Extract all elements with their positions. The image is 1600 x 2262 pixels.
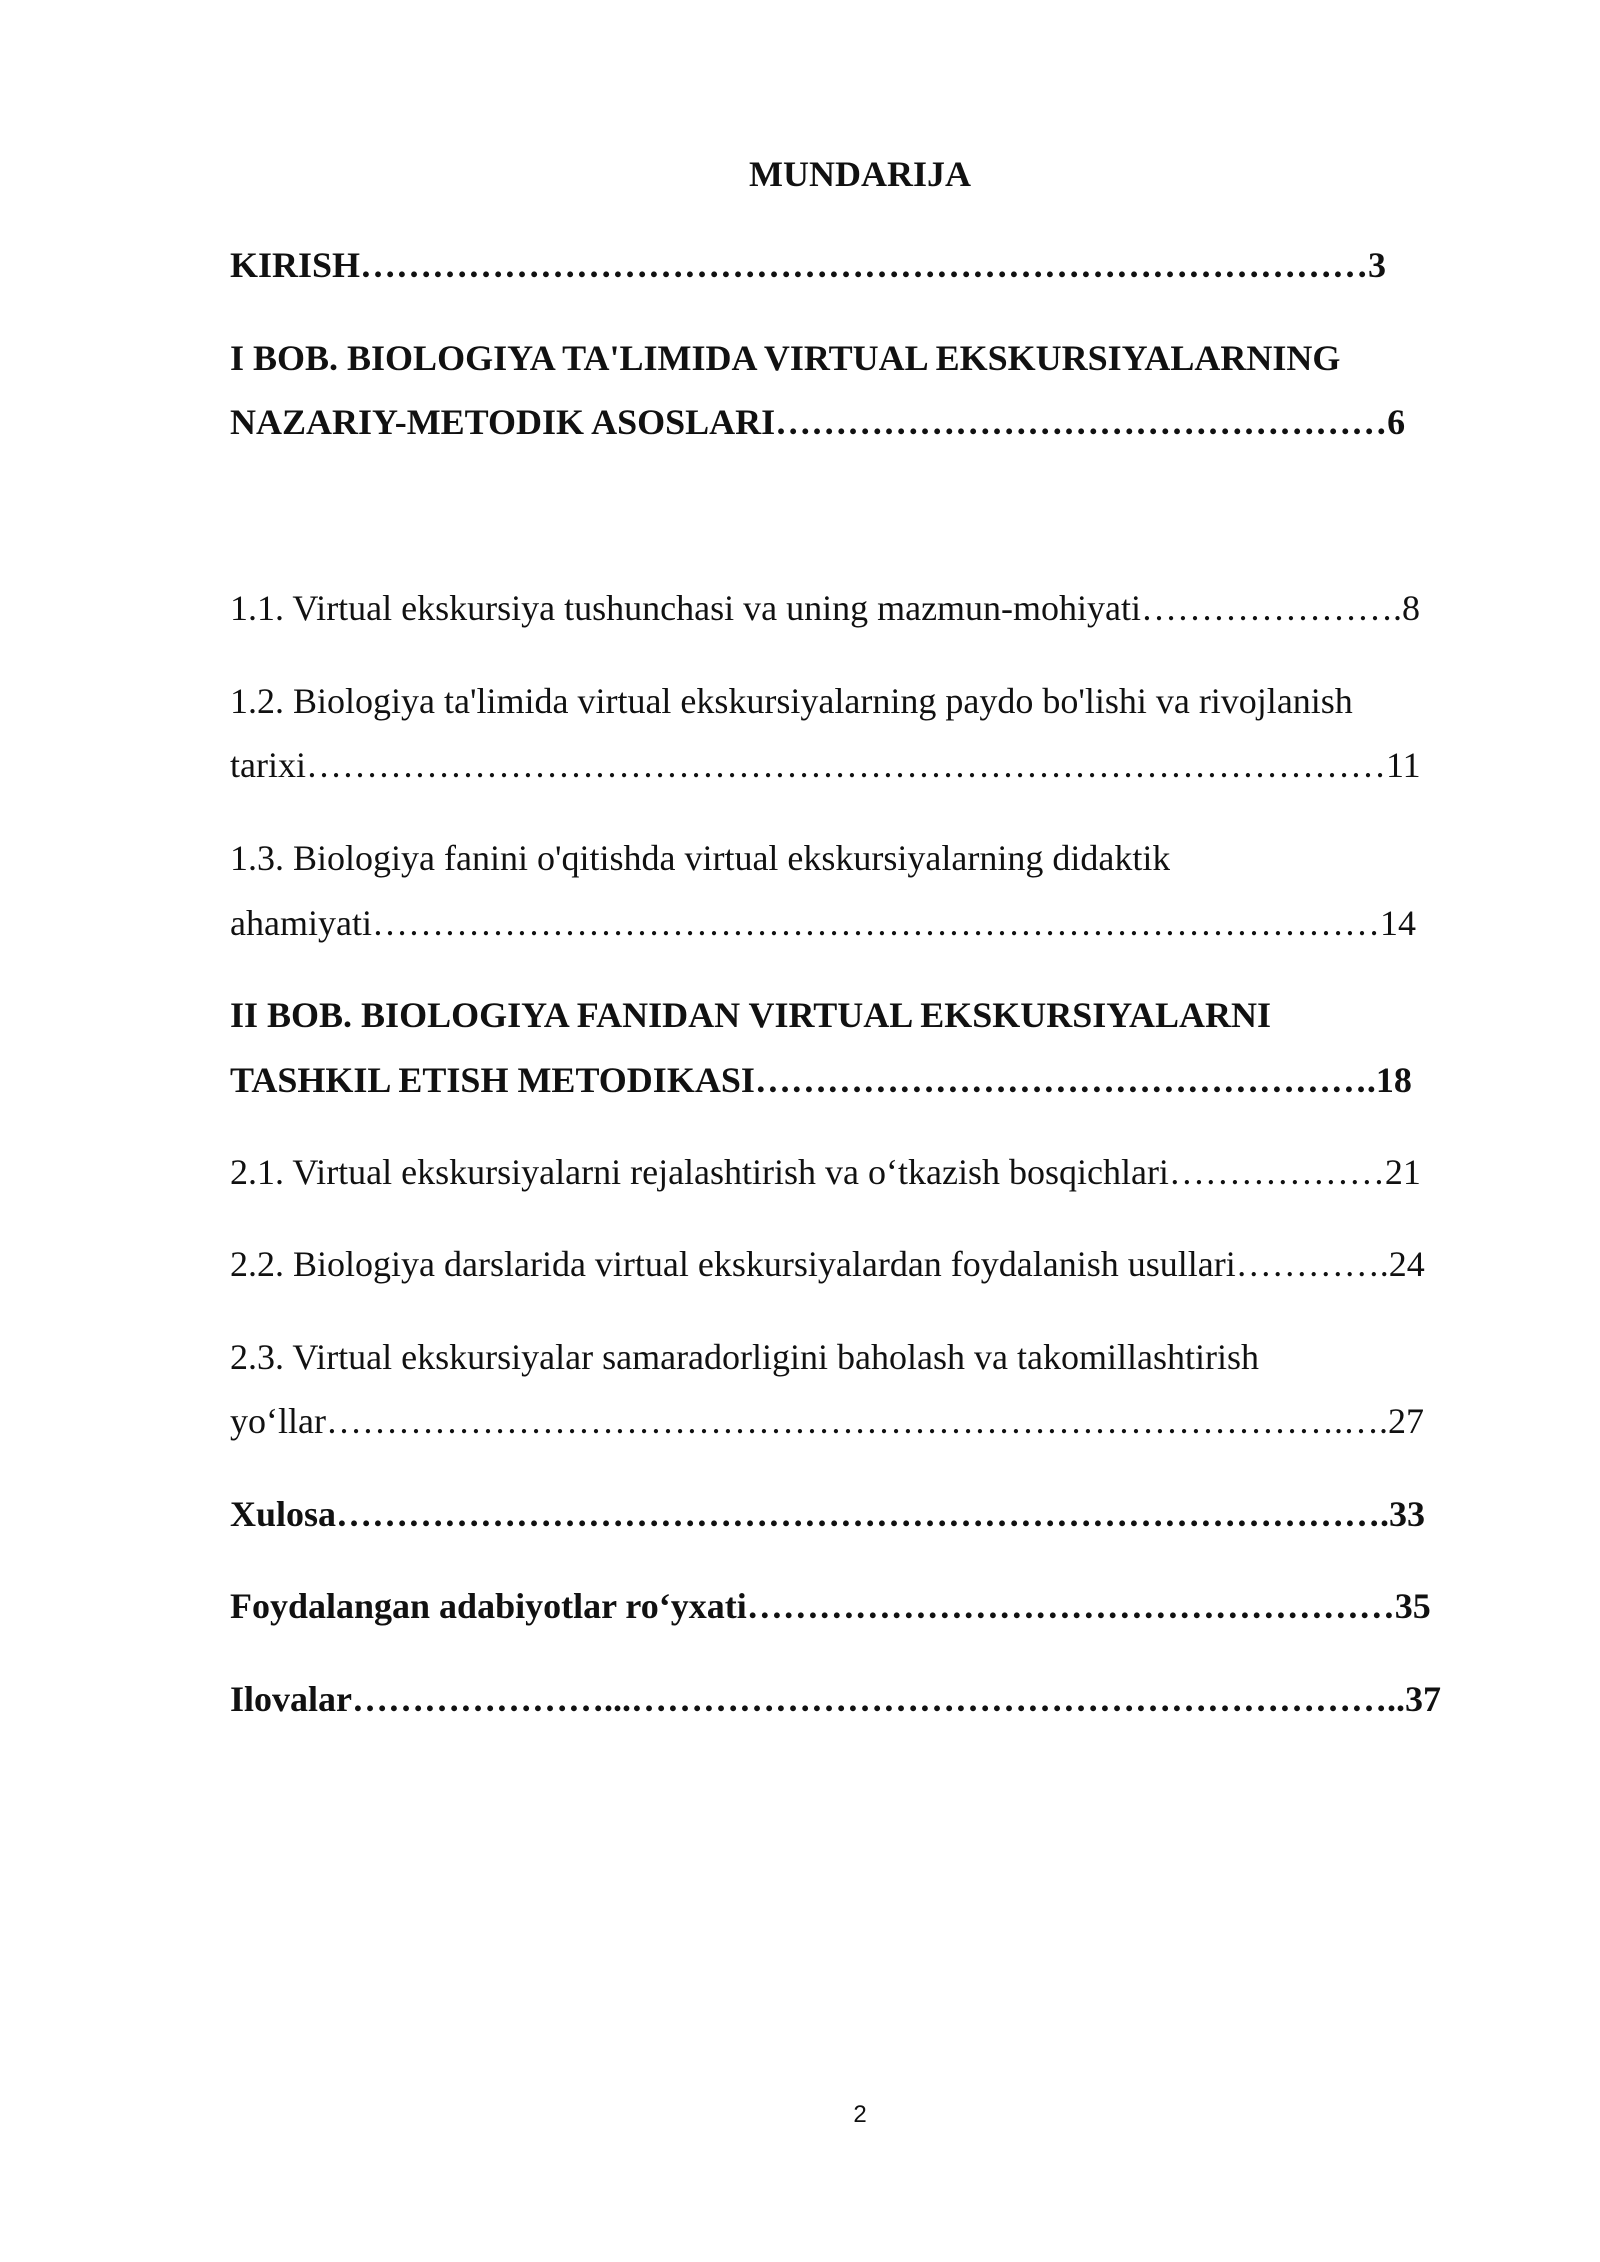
toc-chapter-1-line-2: NAZARIY-METODIK ASOSLARI……………………………………………6 — [230, 402, 1406, 442]
toc-section-1-3-line-1: 1.3. Biologiya fanini o'qitishda virtual ekskursiyalarning didaktik — [230, 838, 1171, 878]
toc-entry-xulosa: Xulosa…………………………………………………………………………….33 — [230, 1494, 1426, 1534]
page-number: 2 — [853, 2101, 867, 2128]
toc-entry-adabiyotlar: Foydalangan adabiyotlar ro‘yxati………………………………………………35 — [230, 1586, 1431, 1626]
toc-section-2-2: 2.2. Biologiya darslarida virtual ekskursiyalardan foydalanish usullari………….24 — [230, 1244, 1425, 1284]
toc-section-2-3-line-1: 2.3. Virtual ekskursiyalar samaradorligini baholash va takomillashtirish — [230, 1337, 1259, 1377]
toc-entry-ilovalar: Ilovalar…………………...………………………………………………………..37 — [230, 1679, 1441, 1719]
toc-section-1-2-line-1: 1.2. Biologiya ta'limida virtual ekskursiyalarning paydo bo'lishi va rivojlanish — [230, 681, 1353, 721]
toc-section-2-1: 2.1. Virtual ekskursiyalarni rejalashtirish va o‘tkazish bosqichlari………………21 — [230, 1152, 1421, 1192]
toc-chapter-2-line-2: TASHKIL ETISH METODIKASI…………………………………………….18 — [230, 1060, 1412, 1100]
toc-section-2-3-line-2: yo‘llar………………………………………………………………………….….27 — [230, 1401, 1424, 1441]
toc-section-1-3-line-2: ahamiyati…………………………………………………………………………14 — [230, 903, 1416, 943]
toc-chapter-1-line-1: I BOB. BIOLOGIYA TA'LIMIDA VIRTUAL EKSKURSIYALARNING — [230, 338, 1341, 378]
toc-chapter-2-line-1: II BOB. BIOLOGIYA FANIDAN VIRTUAL EKSKURSIYALARNI — [230, 995, 1272, 1035]
toc-entry-kirish: KIRISH…………………………………………………………………………3 — [230, 245, 1387, 285]
toc-section-1-1: 1.1. Virtual ekskursiya tushunchasi va uning mazmun-mohiyati………………….8 — [230, 588, 1421, 628]
page-title: MUNDARIJA — [749, 154, 971, 194]
toc-section-1-2-line-2: tarixi………………………………………………………………………………11 — [230, 745, 1421, 785]
